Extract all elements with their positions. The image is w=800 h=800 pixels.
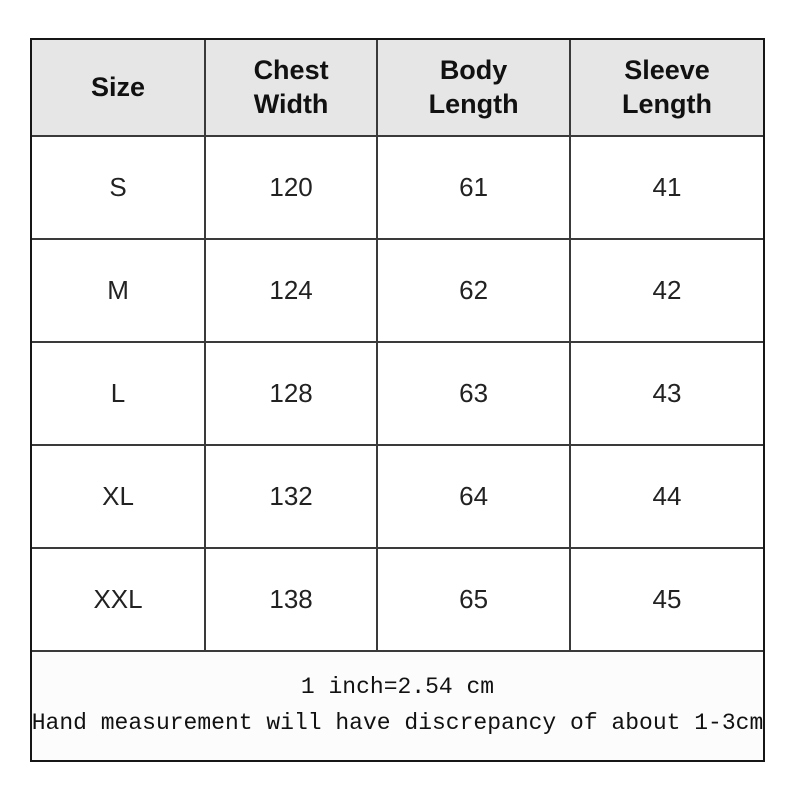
cell-s-sleeve-length: 41 [571,137,763,240]
column-header-sleeve-length-line1: Sleeve [624,54,710,85]
column-header-body-length [378,40,571,137]
column-header-sleeve-length-line2: Length [622,88,712,119]
cell-xxl-body-length: 65 [378,549,571,652]
footer-note [32,652,763,760]
cell-size-s: S [32,137,206,240]
cell-size-m: M [32,240,206,343]
cell-size-xl: XL [32,446,206,549]
cell-m-sleeve-length: 42 [571,240,763,343]
column-header-chest-width-line2: Width [253,88,329,119]
cell-size-l: L [32,343,206,446]
cell-xxl-sleeve-length: 45 [571,549,763,652]
cell-xxl-chest-width: 138 [206,549,378,652]
cell-l-chest-width: 128 [206,343,378,446]
column-header-chest-width-line1: Chest [253,54,329,85]
column-header-sleeve-length [571,40,763,137]
cell-xl-sleeve-length: 44 [571,446,763,549]
column-header-size-label: Size [91,71,146,102]
cell-m-chest-width: 124 [206,240,378,343]
cell-xl-body-length: 64 [378,446,571,549]
cell-l-body-length: 63 [378,343,571,446]
footer-note-discrepancy: Hand measurement will have discrepancy of about 1-3cm [31,710,764,736]
cell-xl-chest-width: 132 [206,446,378,549]
footer-note-conversion: 1 inch=2.54 cm [300,674,495,701]
cell-size-xxl: XXL [32,549,206,652]
cell-l-sleeve-length: 43 [571,343,763,446]
column-header-size [32,40,206,137]
size-chart-table [30,38,765,762]
cell-s-chest-width: 120 [206,137,378,240]
cell-m-body-length: 62 [378,240,571,343]
column-header-body-length-line1: Body [439,54,508,85]
cell-s-body-length: 61 [378,137,571,240]
column-header-chest-width [206,40,378,137]
column-header-body-length-line2: Length [428,88,519,119]
